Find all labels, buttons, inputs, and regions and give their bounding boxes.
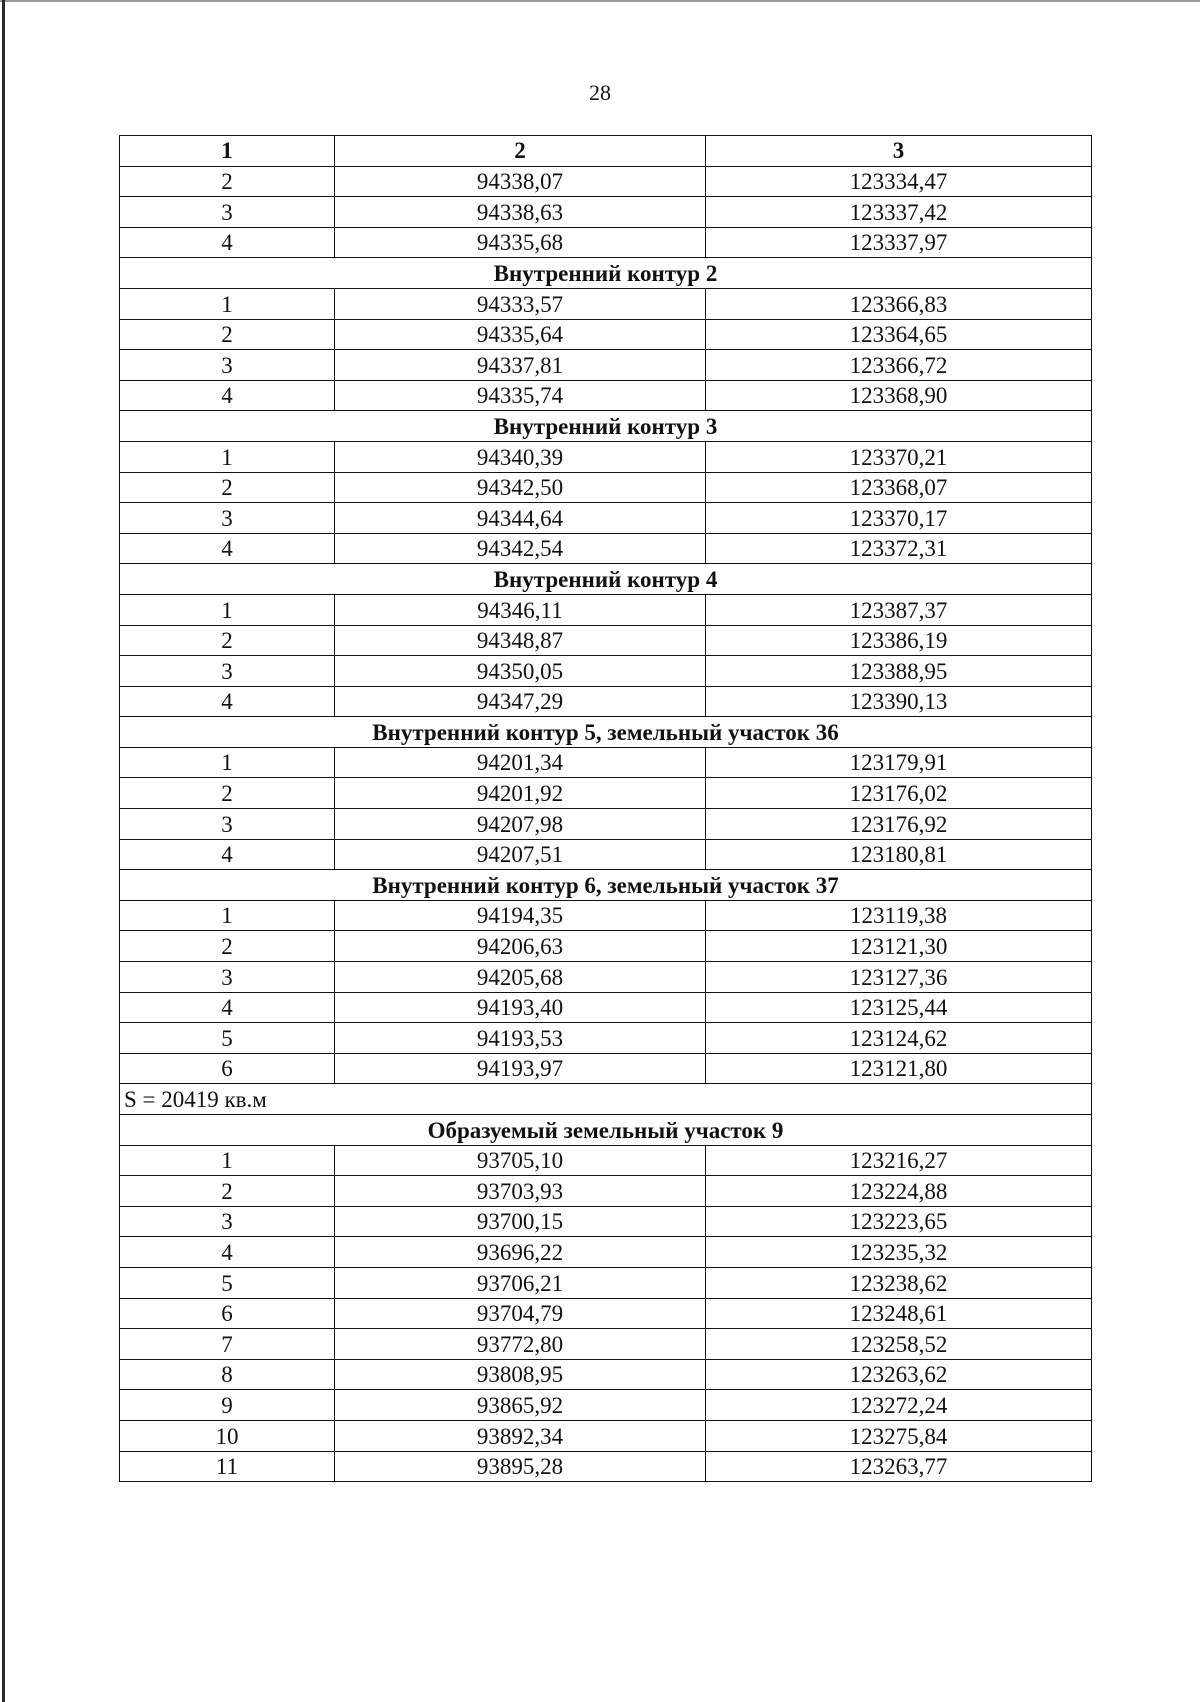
table-row <box>120 778 1092 809</box>
x-coordinate-cell: 93895,28 <box>335 1451 706 1482</box>
y-coordinate-cell: 123372,31 <box>706 533 1092 564</box>
y-coordinate-cell: 123337,97 <box>706 227 1092 258</box>
y-coordinate-cell: 123176,92 <box>706 809 1092 840</box>
table-row <box>120 1206 1092 1237</box>
point-number-cell: 1 <box>120 747 335 778</box>
y-coordinate-cell: 123368,90 <box>706 380 1092 411</box>
section-heading: Внутренний контур 3 <box>120 411 1092 442</box>
x-coordinate-cell: 94201,34 <box>335 747 706 778</box>
y-coordinate-cell: 123124,62 <box>706 1023 1092 1054</box>
table-row <box>120 380 1092 411</box>
x-coordinate-cell: 94342,50 <box>335 472 706 503</box>
y-coordinate-cell: 123223,65 <box>706 1206 1092 1237</box>
table-row <box>120 1176 1092 1207</box>
table-row <box>120 1023 1092 1054</box>
y-coordinate-cell: 123366,83 <box>706 288 1092 319</box>
table-row <box>120 1053 1092 1084</box>
section-heading-row <box>120 717 1092 748</box>
point-number-cell: 3 <box>120 503 335 534</box>
point-number-cell: 2 <box>120 778 335 809</box>
table-row <box>120 1359 1092 1390</box>
y-coordinate-cell: 123364,65 <box>706 319 1092 350</box>
x-coordinate-cell: 93705,10 <box>335 1145 706 1176</box>
y-coordinate-cell: 123275,84 <box>706 1420 1092 1451</box>
x-coordinate-cell: 94337,81 <box>335 350 706 381</box>
table-row <box>120 1451 1092 1482</box>
point-number-cell: 4 <box>120 686 335 717</box>
table-row <box>120 1329 1092 1360</box>
x-coordinate-cell: 94338,63 <box>335 197 706 228</box>
table-row <box>120 747 1092 778</box>
table-row <box>120 1267 1092 1298</box>
y-coordinate-cell: 123263,77 <box>706 1451 1092 1482</box>
point-number-cell: 2 <box>120 1176 335 1207</box>
y-coordinate-cell: 123258,52 <box>706 1329 1092 1360</box>
y-coordinate-cell: 123366,72 <box>706 350 1092 381</box>
y-coordinate-cell: 123370,17 <box>706 503 1092 534</box>
x-coordinate-cell: 93703,93 <box>335 1176 706 1207</box>
page-number: 28 <box>589 80 611 105</box>
table-header-row <box>120 136 1092 167</box>
section-heading: Внутренний контур 6, земельный участок 37 <box>120 870 1092 901</box>
y-coordinate-cell: 123334,47 <box>706 166 1092 197</box>
section-heading-row <box>120 411 1092 442</box>
table-row <box>120 992 1092 1023</box>
y-coordinate-cell: 123337,42 <box>706 197 1092 228</box>
section-heading: Образуемый земельный участок 9 <box>120 1115 1092 1146</box>
point-number-cell: 2 <box>120 166 335 197</box>
point-number-cell: 3 <box>120 962 335 993</box>
x-coordinate-cell: 94193,97 <box>335 1053 706 1084</box>
y-coordinate-cell: 123121,30 <box>706 931 1092 962</box>
x-coordinate-cell: 94338,07 <box>335 166 706 197</box>
x-coordinate-cell: 94335,64 <box>335 319 706 350</box>
x-coordinate-cell: 93704,79 <box>335 1298 706 1329</box>
table-row <box>120 1145 1092 1176</box>
area-row <box>120 1084 1092 1115</box>
coordinates-table <box>119 135 1092 1482</box>
point-number-cell: 3 <box>120 197 335 228</box>
x-coordinate-cell: 93772,80 <box>335 1329 706 1360</box>
table-row <box>120 1298 1092 1329</box>
x-coordinate-cell: 93865,92 <box>335 1390 706 1421</box>
y-coordinate-cell: 123370,21 <box>706 441 1092 472</box>
point-number-cell: 3 <box>120 809 335 840</box>
y-coordinate-cell: 123386,19 <box>706 625 1092 656</box>
point-number-cell: 8 <box>120 1359 335 1390</box>
section-heading: Внутренний контур 4 <box>120 564 1092 595</box>
scan-edge-left <box>2 0 5 1702</box>
x-coordinate-cell: 94207,98 <box>335 809 706 840</box>
x-coordinate-cell: 93696,22 <box>335 1237 706 1268</box>
y-coordinate-cell: 123216,27 <box>706 1145 1092 1176</box>
x-coordinate-cell: 94346,11 <box>335 594 706 625</box>
header-cell-point: 1 <box>120 136 335 167</box>
x-coordinate-cell: 94207,51 <box>335 839 706 870</box>
x-coordinate-cell: 94347,29 <box>335 686 706 717</box>
x-coordinate-cell: 94350,05 <box>335 656 706 687</box>
table-row <box>120 441 1092 472</box>
table-row <box>120 594 1092 625</box>
x-coordinate-cell: 94201,92 <box>335 778 706 809</box>
y-coordinate-cell: 123238,62 <box>706 1267 1092 1298</box>
table-row <box>120 900 1092 931</box>
x-coordinate-cell: 93808,95 <box>335 1359 706 1390</box>
point-number-cell: 6 <box>120 1053 335 1084</box>
section-heading: Внутренний контур 5, земельный участок 36 <box>120 717 1092 748</box>
point-number-cell: 4 <box>120 380 335 411</box>
table-row <box>120 656 1092 687</box>
x-coordinate-cell: 94193,53 <box>335 1023 706 1054</box>
header-cell-x: 2 <box>335 136 706 167</box>
section-heading-row <box>120 1115 1092 1146</box>
table-row <box>120 686 1092 717</box>
table-row <box>120 166 1092 197</box>
y-coordinate-cell: 123272,24 <box>706 1390 1092 1421</box>
y-coordinate-cell: 123368,07 <box>706 472 1092 503</box>
point-number-cell: 2 <box>120 319 335 350</box>
section-heading: Внутренний контур 2 <box>120 258 1092 289</box>
y-coordinate-cell: 123388,95 <box>706 656 1092 687</box>
point-number-cell: 6 <box>120 1298 335 1329</box>
point-number-cell: 1 <box>120 288 335 319</box>
y-coordinate-cell: 123125,44 <box>706 992 1092 1023</box>
point-number-cell: 4 <box>120 839 335 870</box>
table-row <box>120 533 1092 564</box>
table-row <box>120 288 1092 319</box>
y-coordinate-cell: 123235,32 <box>706 1237 1092 1268</box>
y-coordinate-cell: 123119,38 <box>706 900 1092 931</box>
y-coordinate-cell: 123127,36 <box>706 962 1092 993</box>
x-coordinate-cell: 94348,87 <box>335 625 706 656</box>
point-number-cell: 11 <box>120 1451 335 1482</box>
point-number-cell: 4 <box>120 992 335 1023</box>
point-number-cell: 1 <box>120 441 335 472</box>
x-coordinate-cell: 94206,63 <box>335 931 706 962</box>
point-number-cell: 5 <box>120 1267 335 1298</box>
coordinates-table-body <box>120 136 1092 1482</box>
y-coordinate-cell: 123224,88 <box>706 1176 1092 1207</box>
x-coordinate-cell: 94340,39 <box>335 441 706 472</box>
table-row <box>120 503 1092 534</box>
point-number-cell: 10 <box>120 1420 335 1451</box>
x-coordinate-cell: 93706,21 <box>335 1267 706 1298</box>
y-coordinate-cell: 123121,80 <box>706 1053 1092 1084</box>
header-cell-y: 3 <box>706 136 1092 167</box>
section-heading-row <box>120 870 1092 901</box>
table-row <box>120 319 1092 350</box>
y-coordinate-cell: 123390,13 <box>706 686 1092 717</box>
y-coordinate-cell: 123179,91 <box>706 747 1092 778</box>
y-coordinate-cell: 123263,62 <box>706 1359 1092 1390</box>
table-row <box>120 962 1092 993</box>
x-coordinate-cell: 94344,64 <box>335 503 706 534</box>
table-row <box>120 197 1092 228</box>
table-row <box>120 839 1092 870</box>
table-row <box>120 809 1092 840</box>
table-row <box>120 472 1092 503</box>
x-coordinate-cell: 94335,68 <box>335 227 706 258</box>
point-number-cell: 4 <box>120 227 335 258</box>
point-number-cell: 3 <box>120 350 335 381</box>
point-number-cell: 1 <box>120 900 335 931</box>
y-coordinate-cell: 123176,02 <box>706 778 1092 809</box>
point-number-cell: 2 <box>120 931 335 962</box>
x-coordinate-cell: 94333,57 <box>335 288 706 319</box>
table-row <box>120 227 1092 258</box>
point-number-cell: 3 <box>120 1206 335 1237</box>
point-number-cell: 1 <box>120 594 335 625</box>
table-row <box>120 625 1092 656</box>
area-value: S = 20419 кв.м <box>120 1084 1092 1115</box>
point-number-cell: 1 <box>120 1145 335 1176</box>
table-row <box>120 1390 1092 1421</box>
point-number-cell: 9 <box>120 1390 335 1421</box>
point-number-cell: 2 <box>120 472 335 503</box>
x-coordinate-cell: 94194,35 <box>335 900 706 931</box>
y-coordinate-cell: 123248,61 <box>706 1298 1092 1329</box>
x-coordinate-cell: 93700,15 <box>335 1206 706 1237</box>
table-row <box>120 350 1092 381</box>
point-number-cell: 2 <box>120 625 335 656</box>
point-number-cell: 4 <box>120 1237 335 1268</box>
y-coordinate-cell: 123180,81 <box>706 839 1092 870</box>
point-number-cell: 3 <box>120 656 335 687</box>
table-row <box>120 1420 1092 1451</box>
point-number-cell: 7 <box>120 1329 335 1360</box>
section-heading-row <box>120 564 1092 595</box>
x-coordinate-cell: 94342,54 <box>335 533 706 564</box>
point-number-cell: 4 <box>120 533 335 564</box>
x-coordinate-cell: 93892,34 <box>335 1420 706 1451</box>
table-row <box>120 931 1092 962</box>
x-coordinate-cell: 94205,68 <box>335 962 706 993</box>
table-row <box>120 1237 1092 1268</box>
point-number-cell: 5 <box>120 1023 335 1054</box>
section-heading-row <box>120 258 1092 289</box>
x-coordinate-cell: 94335,74 <box>335 380 706 411</box>
x-coordinate-cell: 94193,40 <box>335 992 706 1023</box>
y-coordinate-cell: 123387,37 <box>706 594 1092 625</box>
scan-edge-top <box>0 0 1200 2</box>
